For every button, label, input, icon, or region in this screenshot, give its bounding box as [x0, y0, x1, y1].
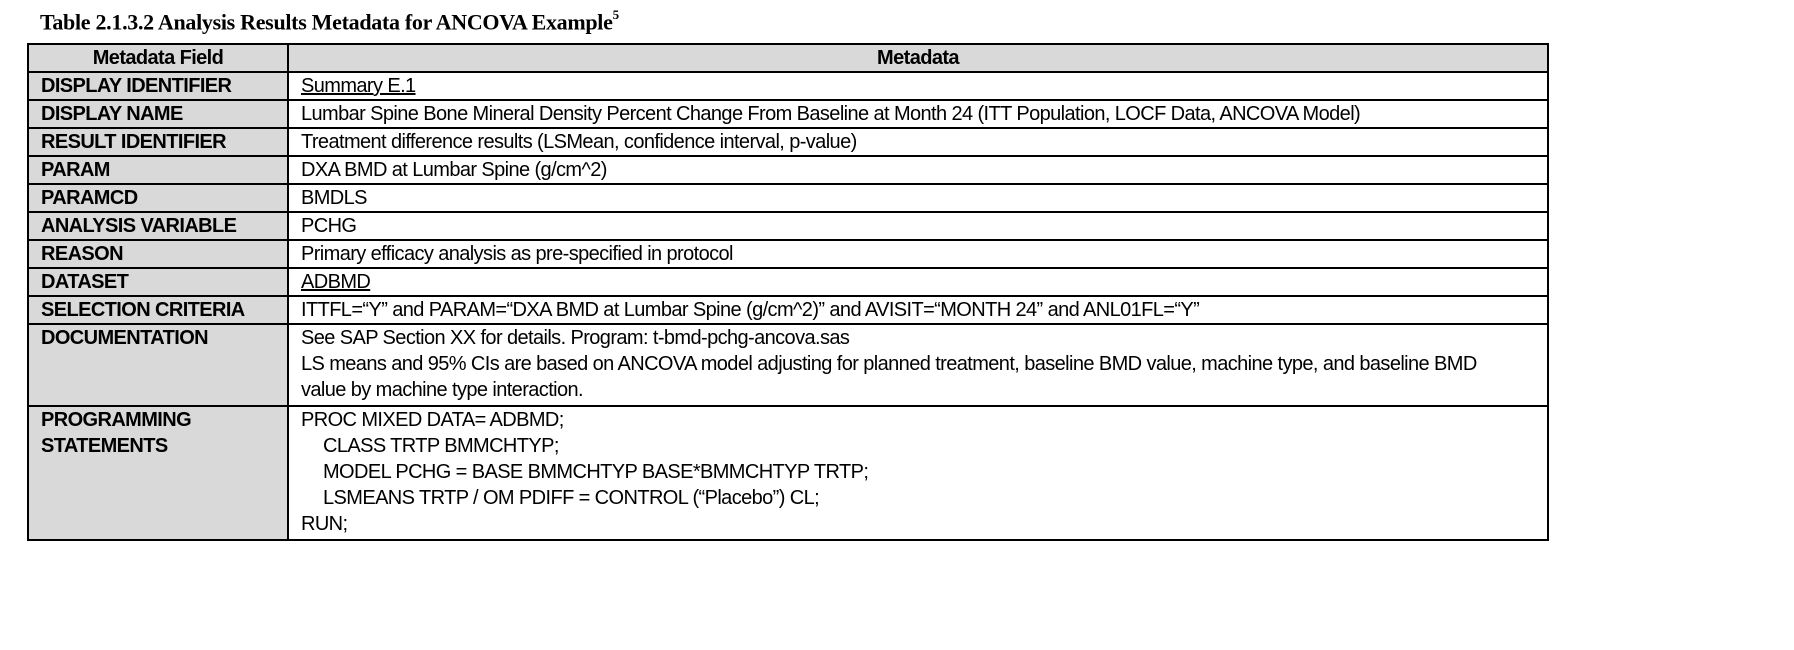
documentation-line: See SAP Section XX for details. Program: t-bmd-pchg-ancova.sas	[301, 327, 850, 349]
column-header-metadata-field: Metadata Field	[28, 44, 288, 72]
code-line: MODEL PCHG = BASE BMMCHTYP BASE*BMMCHTYP TRTP;	[323, 461, 869, 483]
field-label: REASON	[28, 240, 288, 268]
footnote-reference: 5	[612, 7, 619, 22]
table-row-display-name	[28, 100, 1548, 128]
field-value	[288, 268, 1548, 296]
field-label: PARAMCD	[28, 184, 288, 212]
field-label: DISPLAY NAME	[28, 100, 288, 128]
table-row-paramcd	[28, 184, 1548, 212]
code-line: LSMEANS TRTP / OM PDIFF = CONTROL (“Placebo”) CL;	[323, 487, 820, 509]
field-label: DISPLAY IDENTIFIER	[28, 72, 288, 100]
dataset-link[interactable]: ADBMD	[301, 271, 371, 293]
code-line: PROC MIXED DATA= ADBMD;	[301, 409, 564, 431]
field-value	[288, 324, 1548, 406]
column-header-metadata: Metadata	[288, 44, 1548, 72]
field-label-line: STATEMENTS	[41, 435, 168, 457]
field-value: DXA BMD at Lumbar Spine (g/cm^2)	[288, 156, 1548, 184]
field-value: Primary efficacy analysis as pre-specified in protocol	[288, 240, 1548, 268]
table-caption	[40, 9, 619, 35]
header-row	[28, 44, 1548, 72]
table-row-display-identifier	[28, 72, 1548, 100]
field-label-line: PROGRAMMING	[41, 409, 192, 431]
documentation-line: value by machine type interaction.	[301, 379, 583, 401]
field-value: BMDLS	[288, 184, 1548, 212]
table-row-analysis-variable	[28, 212, 1548, 240]
field-label: DOCUMENTATION	[28, 324, 288, 406]
table-row-result-identifier	[28, 128, 1548, 156]
field-value: Treatment difference results (LSMean, confidence interval, p-value)	[288, 128, 1548, 156]
field-label: DATASET	[28, 268, 288, 296]
table-row-dataset	[28, 268, 1548, 296]
caption-text: Table 2.1.3.2 Analysis Results Metadata for ANCOVA Example	[40, 9, 613, 35]
table-row-reason	[28, 240, 1548, 268]
field-label: PARAM	[28, 156, 288, 184]
field-label: RESULT IDENTIFIER	[28, 128, 288, 156]
analysis-results-metadata-table	[27, 43, 1549, 541]
field-value	[288, 406, 1548, 540]
table-row-documentation	[28, 324, 1548, 406]
code-line: RUN;	[301, 513, 348, 535]
field-value: PCHG	[288, 212, 1548, 240]
field-label: ANALYSIS VARIABLE	[28, 212, 288, 240]
field-value	[288, 72, 1548, 100]
documentation-line: LS means and 95% CIs are based on ANCOVA model adjusting for planned treatment, baseline BMD value, machine type, and baseline BMD	[301, 353, 1477, 375]
code-line: CLASS TRTP BMMCHTYP;	[323, 435, 559, 457]
table-row-selection-criteria	[28, 296, 1548, 324]
table-row-param	[28, 156, 1548, 184]
field-value: ITTFL=“Y” and PARAM=“DXA BMD at Lumbar Spine (g/cm^2)” and AVISIT=“MONTH 24” and ANL01FL=“Y”	[288, 296, 1548, 324]
table-row-programming-statements	[28, 406, 1548, 540]
field-label: SELECTION CRITERIA	[28, 296, 288, 324]
field-value: Lumbar Spine Bone Mineral Density Percent Change From Baseline at Month 24 (ITT Population, LOCF Data, ANCOVA Model)	[288, 100, 1548, 128]
field-label	[28, 406, 288, 540]
display-identifier-link[interactable]: Summary E.1	[301, 75, 416, 97]
